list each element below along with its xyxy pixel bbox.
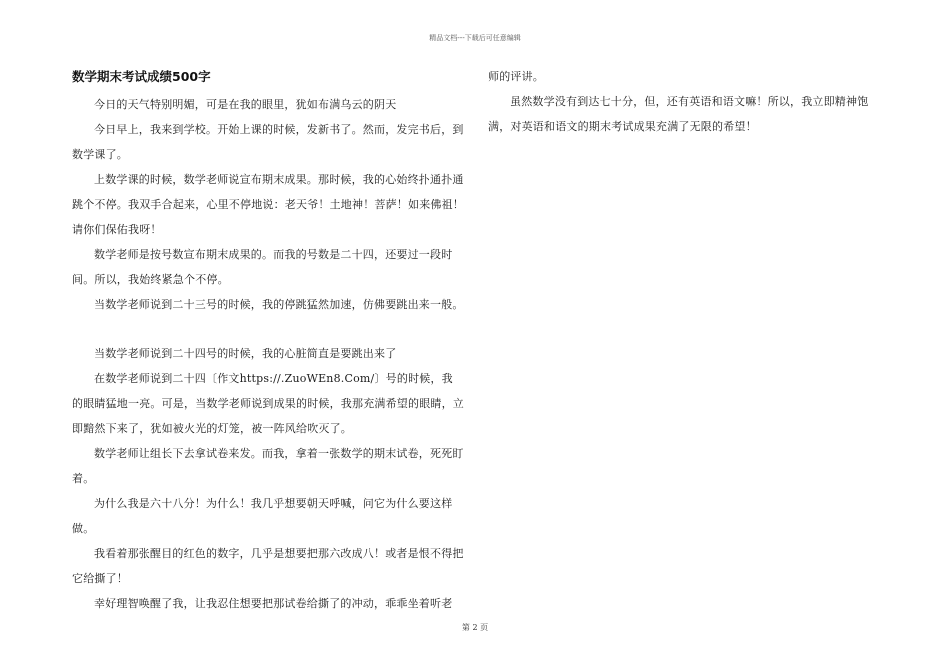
right-column bbox=[488, 64, 880, 139]
paragraph: 当数学老师说到二十三号的时候，我的停跳猛然加速，仿佛要跳出来一般。 bbox=[94, 298, 464, 311]
paragraph: 我看着那张醒目的红色的数字，几乎是想要把那六改成八！或者是恨不得把它给撕了！ bbox=[72, 547, 464, 585]
page-number: 第 2 页 bbox=[461, 623, 489, 632]
paragraph: 幸好理智唤醒了我，让我忍住想要把那试卷给撕了的冲动，乖乖坐着听老 bbox=[94, 597, 453, 610]
header-note: 精品文档---下载后可任意编辑 bbox=[429, 34, 521, 42]
paragraph: 今日的天气特别明媚，可是在我的眼里，犹如布满乌云的阴天 bbox=[94, 98, 397, 111]
paragraph-continuation: 师的评讲。 bbox=[488, 70, 544, 83]
paragraph: 虽然数学没有到达七十分，但，还有英语和语文嘛！所以，我立即精神饱满，对英语和语文的期末考试成果充满了无限的希望！ bbox=[488, 95, 869, 133]
paragraph-gap bbox=[72, 317, 464, 341]
paragraph: 为什么我是六十八分！为什么！我几乎想要朝天呼喊，问它为什么要这样做。 bbox=[72, 497, 453, 535]
paragraph: 数学老师让组长下去拿试卷来发。而我，拿着一张数学的期末试卷，死死盯着。 bbox=[72, 447, 464, 485]
paragraph: 在数学老师说到二十四〔作文https://.ZuoWEn8.Com/〕号的时候，我的眼睛猛地一亮。可是，当数学老师说到成果的时候，我那充满希望的眼睛，立即黯然下来了，犹如被火光的灯笼，被一阵风给吹灭了。 bbox=[72, 372, 464, 435]
left-column bbox=[72, 64, 464, 616]
paragraph: 上数学课的时候，数学老师说宣布期末成果。那时候，我的心始终扑通扑通跳个不停。我双手合起来，心里不停地说：老天爷！土地神！菩萨！如来佛祖！请你们保佑我呀！ bbox=[72, 173, 464, 236]
paragraph: 当数学老师说到二十四号的时候，我的心脏简直是要跳出来了 bbox=[94, 347, 397, 360]
paragraph: 数学老师是按号数宣布期末成果的。而我的号数是二十四，还要过一段时间。所以，我始终紧急个不停。 bbox=[72, 248, 453, 286]
document-title: 数学期末考试成绩500字 bbox=[72, 69, 211, 84]
paragraph: 今日早上，我来到学校。开始上课的时候，发新书了。然而，发完书后，到数学课了。 bbox=[72, 123, 464, 161]
